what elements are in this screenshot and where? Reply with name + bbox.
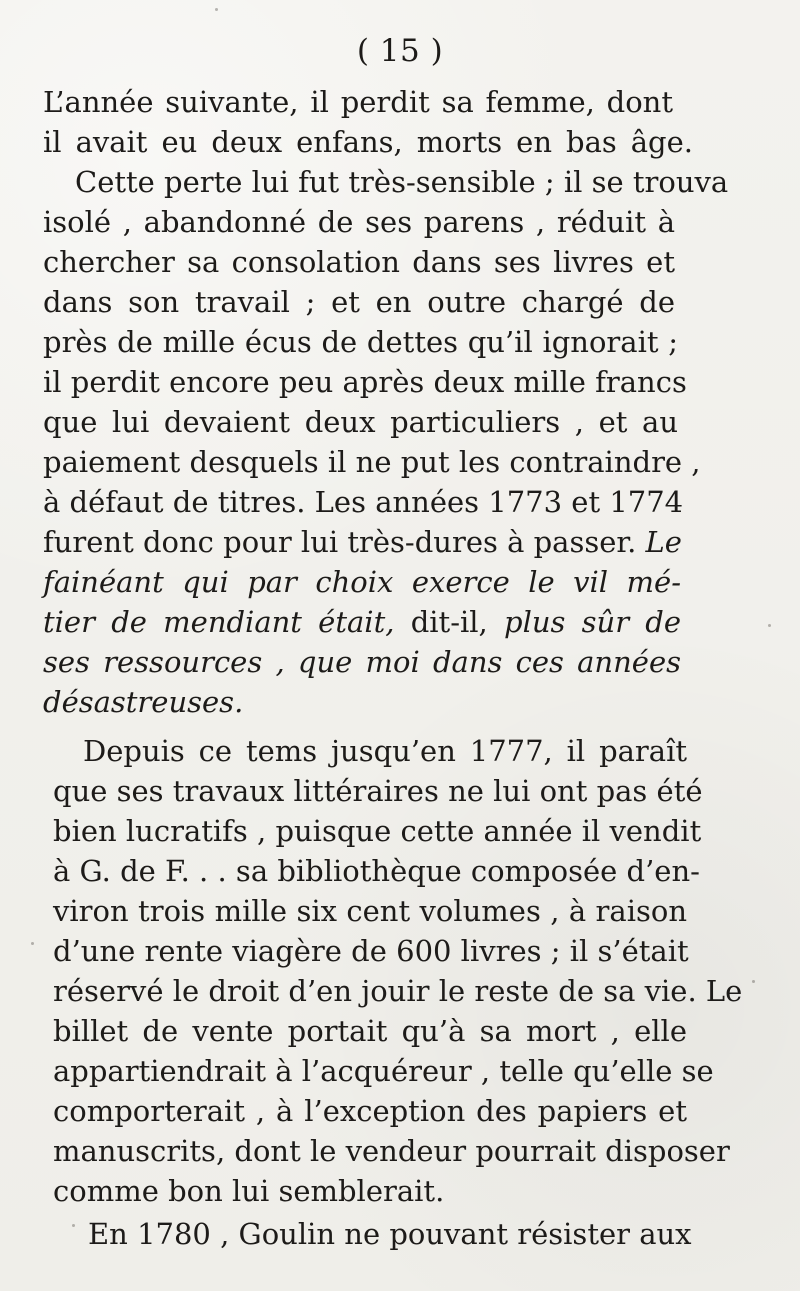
text-line: L’année suivante, il perdit sa femme, dont xyxy=(43,85,673,119)
text-line: à G. de F. . . sa bibliothèque composée d’en- xyxy=(53,854,700,888)
text-line: près de mille écus de dettes qu’il ignorait ; xyxy=(43,325,678,359)
text-line: fainéant qui par choix exerce le vil mé- xyxy=(43,565,681,599)
paper-speckle xyxy=(31,942,34,945)
text-line: billet de vente portait qu’à sa mort , elle xyxy=(53,1014,687,1048)
text-line: Depuis ce tems jusqu’en 1777, il paraît xyxy=(83,734,687,768)
text-line: appartiendrait à l’acquéreur , telle qu’elle se xyxy=(53,1054,714,1088)
page-number: ( 15 ) xyxy=(356,33,444,69)
text-line: Cette perte lui fut très-sensible ; il se trouva xyxy=(75,165,729,199)
paper-speckle xyxy=(768,624,771,627)
text-line: désastreuses. xyxy=(43,685,244,719)
text-line: En 1780 , Goulin ne pouvant résister aux xyxy=(88,1217,692,1251)
text-line: comporterait , à l’exception des papiers et xyxy=(53,1094,687,1128)
text-line: manuscrits, dont le vendeur pourrait disposer xyxy=(53,1134,730,1168)
text-line xyxy=(43,522,681,562)
paper-speckle xyxy=(752,980,755,983)
text-line: viron trois mille six cent volumes , à raison xyxy=(53,894,687,928)
text-line: que ses travaux littéraires ne lui ont pas été xyxy=(53,774,703,808)
text-line: il avait eu deux enfans, morts en bas âge. xyxy=(43,125,693,159)
text-line: ses ressources , que moi dans ces années xyxy=(43,645,681,679)
text-line: paiement desquels il ne put les contraindre , xyxy=(43,445,701,479)
text-line: chercher sa consolation dans ses livres et xyxy=(43,245,675,279)
text-line: réservé le droit d’en jouir le reste de sa vie. Le xyxy=(53,974,743,1008)
text-roman: furent donc pour lui très-dures à passer. xyxy=(43,525,637,559)
paper-speckle xyxy=(215,8,218,11)
text-line: d’une rente viagère de 600 livres ; il s’était xyxy=(53,934,689,968)
text-italic: Le xyxy=(645,525,682,559)
paper-speckle xyxy=(72,1224,75,1227)
text-line: isolé , abandonné de ses parens , réduit à xyxy=(43,205,675,239)
text-line: à défaut de titres. Les années 1773 et 1774 xyxy=(43,485,684,519)
text-line xyxy=(43,602,681,642)
text-line: il perdit encore peu après deux mille francs xyxy=(43,365,687,399)
text-line: bien lucratifs , puisque cette année il vendit xyxy=(53,814,702,848)
text-italic: plus sûr de xyxy=(504,605,682,639)
text-line: comme bon lui semblerait. xyxy=(53,1174,445,1208)
text-italic: tier de mendiant était, xyxy=(43,605,395,639)
text-line: dans son travail ; et en outre chargé de xyxy=(43,285,675,319)
text-line: que lui devaient deux particuliers , et au xyxy=(43,405,678,439)
text-roman: dit-il, xyxy=(410,605,488,639)
